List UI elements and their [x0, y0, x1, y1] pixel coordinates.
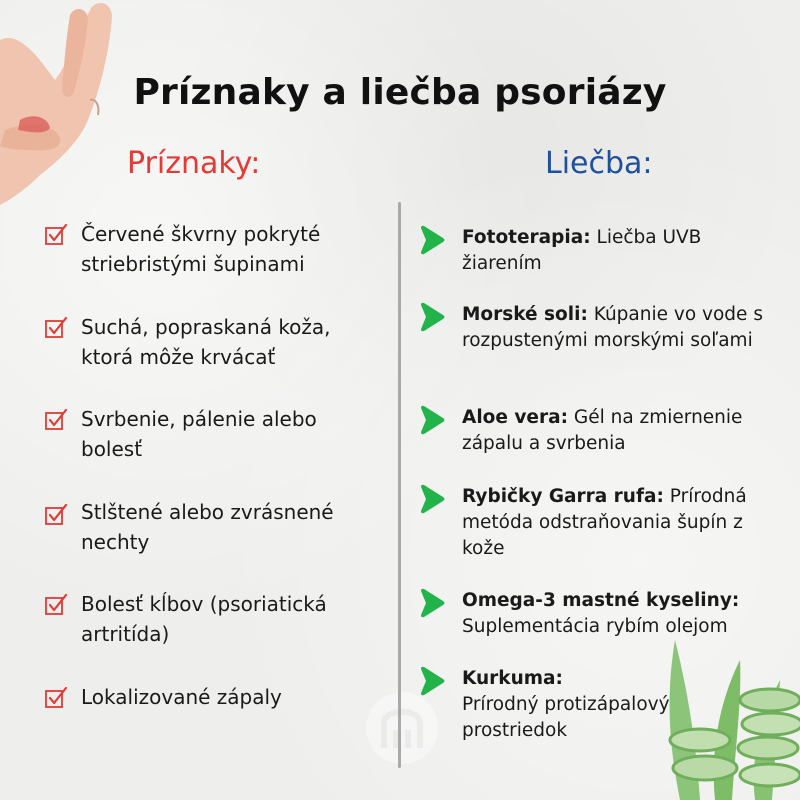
green-arrow-icon: [418, 225, 446, 255]
checkbox-check-icon: [44, 408, 68, 432]
symptom-text: Suchá, popraskaná koža, ktorá môže krvácať: [81, 315, 331, 369]
treatment-name: Kurkuma:: [462, 668, 563, 689]
green-arrow-icon: [418, 588, 446, 618]
checkbox-check-icon: [44, 503, 68, 527]
symptom-text: Stlštené alebo zvrásnené nechty: [81, 500, 334, 554]
symptom-text: Lokalizované zápaly: [81, 685, 282, 709]
green-arrow-icon: [418, 484, 446, 514]
treatment-desc: Prírodná metóda odstraňovania šupín z kože: [462, 486, 747, 559]
symptom-text: Svrbenie, pálenie alebo bolesť: [81, 407, 317, 461]
checkbox-check-icon: [44, 223, 68, 247]
treatment-desc: Gél na zmiernenie zápalu a svrbenia: [462, 407, 743, 454]
checkbox-check-icon: [44, 686, 68, 710]
symptom-text: Červené škvrny pokryté striebristými šupinami: [81, 222, 321, 276]
treatment-name: Aloe vera:: [462, 407, 568, 428]
checkbox-check-icon: [44, 316, 68, 340]
treatment-name: Rybičky Garra rufa:: [462, 486, 664, 507]
treatment-desc: Prírodný protizápalový prostriedok: [462, 694, 670, 741]
checkbox-check-icon: [44, 593, 68, 617]
treatment-name: Omega-3 mastné kyseliny:: [462, 590, 740, 611]
column-divider: [398, 202, 401, 768]
treatment-name: Morské soli:: [462, 304, 588, 325]
green-arrow-icon: [418, 302, 446, 332]
treatment-name: Fototerapia:: [462, 227, 591, 248]
treatment-desc: Suplementácia rybím olejom: [462, 616, 728, 637]
treatment-desc: Kúpanie vo vode s rozpustenými morskými soľami: [462, 304, 763, 351]
symptom-text: Bolesť kĺbov (psoriatická artritída): [81, 592, 327, 646]
green-arrow-icon: [418, 666, 446, 696]
green-arrow-icon: [418, 405, 446, 435]
page-title: Príznaky a liečba psoriázy: [133, 72, 667, 113]
treatment-desc: Liečba UVB žiarením: [462, 227, 702, 274]
treatment-heading: Liečba:: [545, 146, 653, 181]
symptoms-heading: Príznaky:: [127, 146, 261, 181]
